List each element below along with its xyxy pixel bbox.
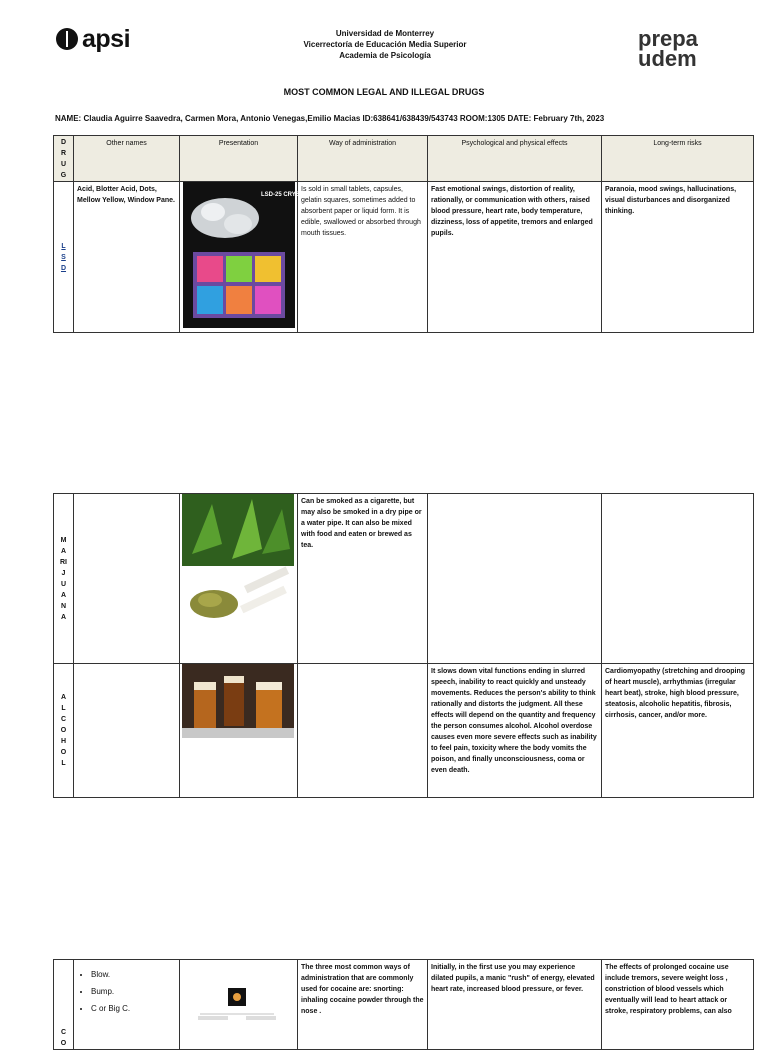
alcohol-other-names (74, 664, 180, 798)
lsd-presentation (180, 182, 312, 333)
document-title: MOST COMMON LEGAL AND ILLEGAL DRUGS (283, 87, 485, 97)
university-header (270, 28, 500, 61)
prepa-logo-line-2: udem (638, 46, 697, 71)
alcohol-effects: It slows down vital functions ending in slurred speech, inability to react quickly and unsteady movements. Reduces the person's ability to think rationally and distorts the judgment. All these effects will depend on the quantity and frequency the person consumes alcohol. Alcohol overdose causes even more severe effects such as inability to feel pain, toxicity where the body vomits the poison, and finally unconsciousness, coma or even death. (428, 664, 602, 798)
lsd-image-caption: LSD-25 CRYSTAL (261, 192, 312, 198)
header-effects: Psychological and physical effects (428, 136, 602, 182)
marijuana-presentation (180, 494, 298, 664)
cocaine-long-term-risks: The effects of prolonged cocaine use include tremors, severe weight loss , constriction of blood vessels which eventually will lead to heart attack or stroke, respiratory problems, can also (602, 960, 754, 1050)
drug-name-cocaine: CO (54, 960, 74, 1050)
cocaine-table (53, 959, 754, 1050)
drug-name-marijuana: MARIJUANA (54, 494, 74, 664)
lsd-effects: Fast emotional swings, distortion of reality, rationally, or communication with others, raised blood pressure, heart rate, body temperature, dizziness, loss of appetite, tremors and enlarged pupils. (428, 182, 602, 333)
apsi-logo-text: apsi (82, 25, 131, 53)
header-presentation: Presentation (180, 136, 298, 182)
apsi-logo (56, 25, 131, 53)
marijuana-long-term-risks (602, 494, 754, 664)
cocaine-effects: Initially, in the first use you may experience dilated pupils, a manic "rush" of energy, elevated heart rate, increased blood pressure, or fever. (428, 960, 602, 1050)
cocaine-names-list (77, 966, 176, 1017)
list-item: • C or Big C. (91, 1000, 176, 1017)
lsd-other-names: Acid, Blotter Acid, Dots, Mellow Yellow, Window Pane. (74, 182, 180, 333)
lsd-image (183, 182, 312, 328)
cocaine-other-names (74, 960, 180, 1050)
marijuana-way-of-administration: Can be smoked as a cigarette, but may also be smoked in a dry pipe or a water pipe. It can also be mixed with food and eaten or brewed as tea. (298, 494, 428, 664)
brain-icon (56, 28, 78, 50)
prepa-udem-logo (638, 26, 698, 71)
cocaine-diagram-image (180, 960, 292, 1020)
alcohol-way-of-administration (298, 664, 428, 798)
list-item: • Bump. (91, 983, 176, 1000)
lsd-way-of-administration: Is sold in small tablets, capsules, gelatin squares, sometimes added to absorbent paper or liquid form. It is edible, swallowed or absorbed through mouth tissues. (298, 182, 428, 333)
alcohol-long-term-risks: Cardiomyopathy (stretching and drooping of heart muscle), arrhythmias (irregular heart beat), stroke, high blood pressure, steatosis, alcoholic hepatitis, fibrosis, cirrhosis, cancer, and/or more. (602, 664, 754, 798)
drug-name-lsd: LSD (54, 182, 74, 333)
alcohol-image (182, 664, 294, 738)
university-line-2: Vicerrectoría de Educación Media Superior (303, 40, 467, 49)
cocaine-way-of-administration: The three most common ways of administration that are commonly used for cocaine are: snorting: inhaling cocaine powder through the nose . (298, 960, 428, 1050)
cocaine-presentation (180, 960, 298, 1050)
lsd-table (53, 135, 754, 333)
marijuana-image (182, 494, 294, 634)
lsd-long-term-risks: Paranoia, mood swings, hallucinations, visual disturbances and disorganized thinking. (602, 182, 754, 333)
header-way-of-administration: Way of administration (298, 136, 428, 182)
university-line-1: Universidad de Monterrey (335, 29, 435, 38)
header-drug: DRUG (54, 136, 74, 182)
drug-name-alcohol: ALCOHOL (54, 664, 74, 798)
university-line-3: Academia de Psicología (339, 51, 431, 60)
prepa-logo-line-1: prepa (638, 26, 698, 51)
marijuana-other-names (74, 494, 180, 664)
header-long-term-risks: Long-term risks (602, 136, 754, 182)
list-item: • Blow. (91, 966, 176, 983)
header-other-names: Other names (74, 136, 180, 182)
student-info-line: NAME: Claudia Aguirre Saavedra, Carmen Mora, Antonio Venegas,Emilio Macias ID:638641/638439/543743 ROOM:1305 DATE: February 7th, 2023 (55, 114, 605, 123)
alcohol-presentation (180, 664, 298, 798)
marijuana-effects (428, 494, 602, 664)
marijuana-alcohol-table (53, 493, 754, 798)
